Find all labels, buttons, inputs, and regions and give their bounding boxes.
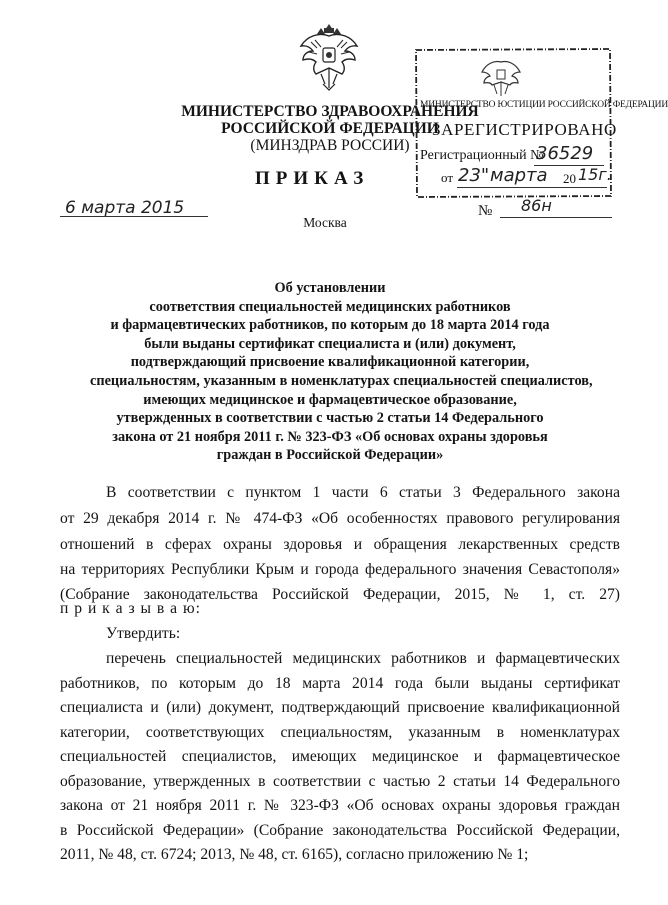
- approve-line: Утвердить:: [106, 625, 181, 642]
- order-number-label: №: [478, 203, 493, 219]
- item-line: перечень специальностей медицинских работников и фармацевтических: [106, 650, 620, 667]
- coat-of-arms-emblem: [297, 18, 361, 92]
- preamble-line: (Собрание законодательства Российской Федерации, 2015, № 1, ст. 27): [60, 586, 620, 603]
- item-line: 2011, № 48, ст. 6724; 2013, № 48, ст. 6165), согласно приложению № 1;: [60, 846, 529, 863]
- stamp-reg-number-label: Регистрационный №: [420, 148, 544, 163]
- order-title: ПРИКАЗ: [255, 168, 370, 189]
- stamp-date-month: марта: [490, 165, 548, 186]
- subject-line: специальностям, указанным в номенклатурах специальностей специалистов,: [90, 372, 593, 389]
- subject-line: и фармацевтических работников, по которым до 18 марта 2014 года: [110, 317, 550, 334]
- order-date: 6 марта 2015: [65, 198, 185, 218]
- item-line: специальностей специалистов, имеющих медицинское и фармацевтическое: [60, 748, 620, 765]
- ministry-line-3: (МИНЗДРАВ РОССИИ): [250, 137, 410, 154]
- item-line: категории, соответствующих специальностям, указанным в номенклатурах: [60, 724, 620, 741]
- stamp-registered-label: ЗАРЕГИСТРИРОВАНО: [432, 120, 617, 139]
- stamp-emblem-icon: [478, 58, 524, 100]
- stamp-date-underline: [457, 187, 607, 188]
- item-line: закона от 21 ноября 2011 г. № 323-ФЗ «Об основах охраны здоровья граждан: [60, 797, 620, 814]
- subject-line: имеющих медицинское и фармацевтическое образование,: [143, 391, 517, 408]
- item-line: специалиста и (или) документ, подтверждающий присвоение квалификационной: [60, 699, 620, 716]
- subject-line: граждан в Российской Федерации»: [216, 447, 444, 464]
- stamp-date-prefix: от: [441, 170, 454, 185]
- subject-line: Об установлении: [274, 280, 386, 296]
- subject-line: утвержденных в соответствии с частью 2 статьи 14 Федерального: [116, 410, 544, 427]
- preamble-line: В соответствии с пунктом 1 части 6 статьи 3 Федерального закона: [106, 484, 620, 501]
- subject-line: соответствия специальностей медицинских работников: [149, 298, 511, 315]
- preamble-order-word: п р и к а з ы в а ю:: [60, 600, 201, 617]
- order-date-underline: [60, 216, 208, 217]
- order-number: 86н: [521, 196, 552, 215]
- ministry-line-2: РОССИЙСКОЙ ФЕДЕРАЦИИ: [221, 120, 439, 137]
- stamp-header-text: МИНИСТЕРСТВО ЮСТИЦИИ РОССИЙСКОЙ ФЕДЕРАЦИИ: [420, 100, 668, 110]
- preamble-line: на территориях Республики Крым и города федерального значения Севастополя»: [60, 561, 620, 578]
- stamp-date-day: 23": [458, 165, 490, 186]
- subject-line: закона от 21 ноября 2011 г. № 323-ФЗ «Об основах охраны здоровья: [112, 428, 548, 445]
- order-number-underline: [500, 217, 612, 218]
- subject-line: подтверждающий присвоение квалификационной категории,: [130, 354, 530, 371]
- item-line: образование, утвержденных в соответствии с частью 2 статьи 14 Федерального: [60, 773, 620, 790]
- preamble-line: от 29 декабря 2014 г. № 474-ФЗ «Об особенностях правового регулирования: [60, 510, 620, 527]
- city-name: Москва: [303, 215, 347, 230]
- stamp-date-year: 15г.: [578, 165, 612, 184]
- stamp-date-year-prefix: 20: [563, 171, 576, 186]
- item-line: работников, по которым до 18 марта 2014 года были выданы сертификат: [60, 675, 620, 692]
- ministry-line-1: МИНИСТЕРСТВО ЗДРАВООХРАНЕНИЯ: [181, 103, 479, 120]
- item-line: в Российской Федерации» (Собрание законодательства Российской Федерации,: [60, 822, 620, 839]
- preamble-line: отношений в сферах охраны здоровья и обращения лекарственных средств: [60, 536, 620, 553]
- order-subject: [90, 279, 593, 465]
- stamp-reg-number: 36529: [536, 143, 594, 164]
- subject-line: были выданы сертификат специалиста и (или) документ,: [144, 335, 516, 352]
